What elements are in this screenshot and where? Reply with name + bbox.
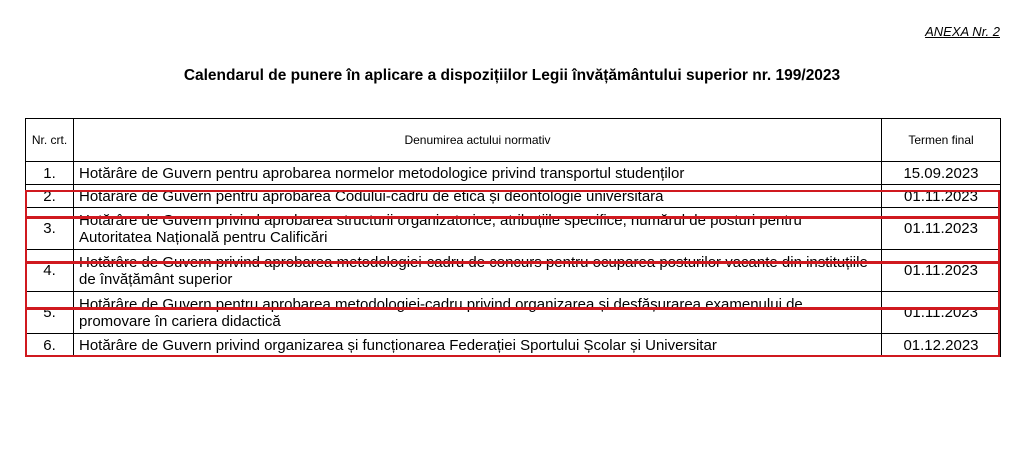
table-row — [26, 334, 1001, 357]
annex-number: ANEXA Nr. 2 — [925, 24, 1000, 39]
header-nr-crt: Nr. crt. — [26, 119, 74, 162]
act-name: Hotărâre de Guvern privind aprobarea structurii organizatorice, atribuțiile specifice, numărul de posturi pentru Autoritatea Națională pentru Calificări — [74, 208, 882, 250]
row-number: 4. — [26, 250, 74, 292]
act-name: Hotărâre de Guvern privind aprobarea metodologiei-cadru de concurs pentru ocuparea posturilor vacante din instituțiile de învățământ superior — [74, 250, 882, 292]
act-name: Hotărâre de Guvern privind organizarea și funcționarea Federației Sportului Școlar și Universitar — [74, 334, 882, 357]
act-name: Hotărâre de Guvern pentru aprobarea Codului-cadru de etică și deontologie universitară — [74, 185, 882, 208]
final-term: 15.09.2023 — [882, 162, 1001, 185]
final-term: 01.11.2023 — [882, 292, 1001, 334]
final-term: 01.11.2023 — [882, 250, 1001, 292]
table-header-row — [26, 119, 1001, 162]
act-name: Hotărâre de Guvern pentru aprobarea metodologiei-cadru privind organizarea și desfășurarea examenului de promovare în cariera didactică — [74, 292, 882, 334]
row-number: 2. — [26, 185, 74, 208]
table-row — [26, 292, 1001, 334]
row-number: 3. — [26, 208, 74, 250]
header-final-term: Termen final — [882, 119, 1001, 162]
header-act-name: Denumirea actului normativ — [74, 119, 882, 162]
table-row — [26, 185, 1001, 208]
row-number: 5. — [26, 292, 74, 334]
document-title: Calendarul de punere în aplicare a dispozițiilor Legii învățământului superior nr. 199/2023 — [183, 67, 841, 84]
row-number: 1. — [26, 162, 74, 185]
row-number: 6. — [26, 334, 74, 357]
final-term: 01.12.2023 — [882, 334, 1001, 357]
final-term: 01.11.2023 — [882, 185, 1001, 208]
normative-acts-table — [25, 118, 1001, 357]
table-row — [26, 162, 1001, 185]
act-name: Hotărâre de Guvern pentru aprobarea normelor metodologice privind transportul studenților — [74, 162, 882, 185]
final-term: 01.11.2023 — [882, 208, 1001, 250]
table-row — [26, 208, 1001, 250]
table-row — [26, 250, 1001, 292]
